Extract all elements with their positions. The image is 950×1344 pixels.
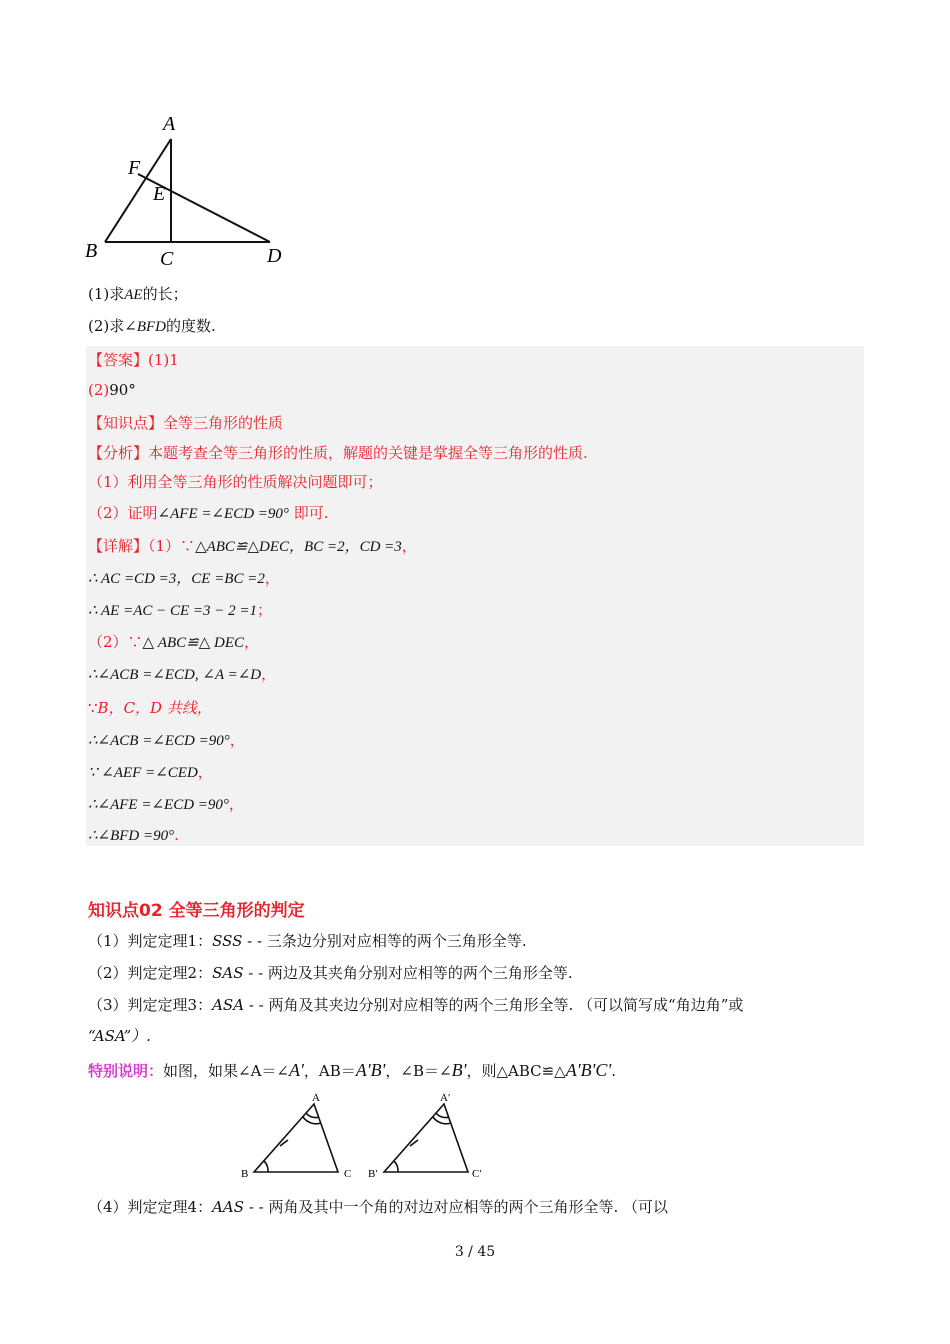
label-B: B: [85, 240, 98, 262]
answer-line-1: 【答案】(1)1: [88, 351, 179, 369]
detail-step-4: ∵B，C，D 共线，: [88, 699, 212, 717]
detail-step-2: ∴ AE =AC − CE =3 − 2 =1；: [88, 601, 273, 619]
theorem-2: （2）判定定理2：SAS - - 两边及其夹角分别对应相等的两个三角形全等.: [88, 964, 573, 982]
detail-step-8: ∴∠BFD =90°.: [88, 826, 179, 844]
theorem-3-cont: “ASA”）.: [88, 1027, 151, 1045]
detail-line-2: （2）∵△ ABC≌△ DEC，: [88, 633, 260, 651]
fig2-label-B: B: [241, 1168, 249, 1180]
theorem-1: （1）判定定理1：SSS - - 三条边分别对应相等的两个三角形全等.: [88, 932, 527, 950]
fig2-label-B-prime: B′: [368, 1168, 378, 1180]
fig2-label-C-prime: C′: [472, 1168, 482, 1180]
theorem-3: （3）判定定理3：ASA - - 两角及其夹边分别对应相等的两个三角形全等. （可以简写成“角边角”或: [88, 996, 744, 1014]
label-E: E: [153, 183, 166, 205]
label-D: D: [267, 245, 282, 267]
question-2: (2)求∠BFD的度数.: [88, 317, 216, 335]
detail-step-1: ∴ AC =CD =3，CE =BC =2，: [88, 569, 280, 587]
fig2-label-A: A: [312, 1092, 320, 1104]
triangle-figure: [80, 112, 300, 272]
question-1: (1)求AE的长；: [88, 285, 188, 303]
analysis-point-1: （1）利用全等三角形的性质解决问题即可；: [88, 473, 383, 491]
theorem-4: （4）判定定理4：AAS - - 两角及其中一个角的对边对应相等的两个三角形全等. （可以: [88, 1198, 669, 1216]
fig2-label-C: C: [344, 1168, 352, 1180]
page-number: 3 / 45: [454, 1244, 496, 1260]
label-A: A: [163, 113, 176, 135]
label-C: C: [160, 248, 174, 270]
section-title: 知识点02 全等三角形的判定: [88, 901, 305, 921]
analysis-line: 【分析】本题考查全等三角形的性质，解题的关键是掌握全等三角形的性质.: [88, 444, 588, 462]
label-F: F: [128, 157, 141, 179]
detail-step-6: ∵ ∠AEF =∠CED，: [88, 763, 213, 781]
detail-step-7: ∴∠AFE =∠ECD =90°，: [88, 795, 244, 813]
knowledge-line: 【知识点】全等三角形的性质: [88, 414, 284, 432]
fig2-label-A-prime: A′: [440, 1092, 451, 1104]
detail-line-1: 【详解】（1）∵△ABC≌△DEC，BC =2，CD =3，: [88, 537, 417, 555]
answer-line-2: (2)90°: [88, 381, 136, 399]
congruent-triangles-figure: [236, 1090, 496, 1186]
special-note: 特别说明：如图，如果∠A＝∠A'，AB＝A'B'，∠B＝∠B'，则△ABC≌△A'B'C'.: [88, 1060, 617, 1080]
detail-step-3: ∴∠ACB =∠ECD, ∠A =∠D，: [88, 665, 277, 683]
detail-step-5: ∴∠ACB =∠ECD =90°，: [88, 731, 245, 749]
analysis-point-2: （2）证明∠AFE =∠ECD =90° 即可.: [88, 504, 329, 522]
